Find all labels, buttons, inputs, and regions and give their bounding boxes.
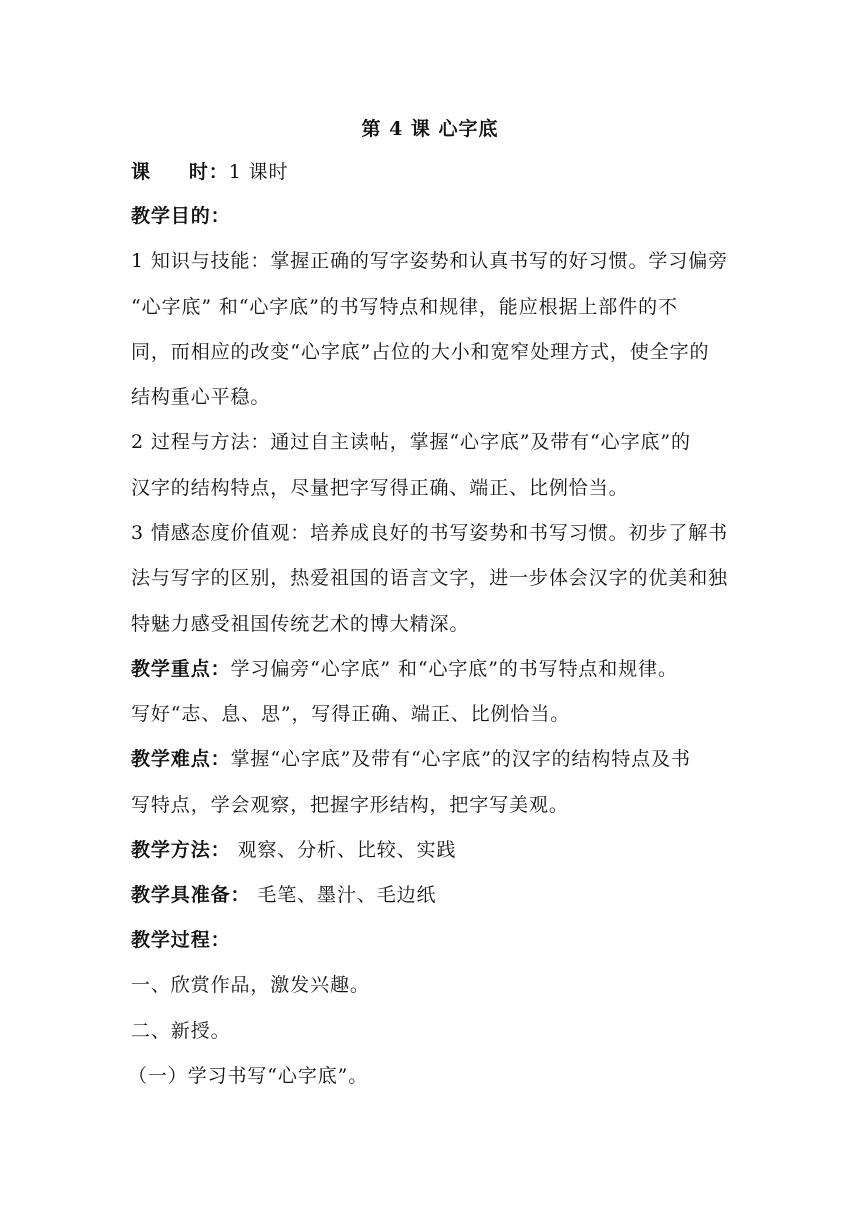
objective2-line: 2 过程与方法：通过自主读帖，掌握“心字底”及带有“心字底”的 (131, 431, 691, 453)
materials-label: 教学具准备： (131, 884, 251, 906)
key-points-line2: 写好“志、息、思”，写得正确、端正、比例恰当。 (131, 703, 571, 725)
process-step: 二、新授。 (131, 1020, 231, 1042)
materials-line (131, 880, 741, 910)
difficulties-line (131, 744, 741, 774)
class-period-label-part2: 时： (188, 161, 229, 183)
objective3-line: 特魅力感受祖国传统艺术的博大精深。 (131, 613, 470, 635)
methods-value: 观察、分析、比较、实践 (230, 839, 457, 861)
methods-label: 教学方法： (131, 839, 231, 861)
objective3-line: 3 情感态度价值观：培养成良好的书写姿势和书写习惯。初步了解书 (131, 522, 729, 544)
difficulties-label: 教学难点： (131, 748, 231, 770)
process-step: （一）学习书写“心字底”。 (128, 1065, 369, 1087)
objective1-line: 1 知识与技能：掌握正确的写字姿势和认真书写的好习惯。学习偏旁 (131, 250, 729, 272)
objective2-line: 汉字的结构特点，尽量把字写得正确、端正、比例恰当。 (131, 477, 629, 499)
difficulties-line2: 写特点，学会观察，把握字形结构，把字写美观。 (131, 794, 569, 816)
materials-value: 毛笔、墨汁、毛边纸 (250, 884, 437, 906)
objective3-line: 法与写字的区别，热爱祖国的语言文字，进一步体会汉字的优美和独 (131, 567, 729, 589)
objective1-line: 同，而相应的改变“心字底”占位的大小和宽窄处理方式，使全字的 (131, 341, 710, 363)
key-points-line (131, 654, 741, 684)
class-period-label-part1: 课 (131, 161, 151, 183)
lesson-title: 第 4 课 心字底 (361, 118, 499, 140)
objective1-line: “心字底” 和“心字底”的书写特点和规律，能应根据上部件的不 (131, 296, 678, 318)
key-points-label: 教学重点： (131, 658, 231, 680)
class-period-line (131, 157, 741, 187)
process-step: 一、欣赏作品，激发兴趣。 (131, 974, 370, 996)
key-points-text: 学习偏旁“心字底” 和“心字底”的书写特点和规律。 (230, 658, 678, 680)
methods-line (131, 835, 741, 865)
difficulties-text: 掌握“心字底”及带有“心字底”的汉字的结构特点及书 (230, 748, 691, 770)
process-heading: 教学过程： (131, 929, 231, 951)
objective1-line: 结构重心平稳。 (131, 386, 271, 408)
class-period-value: 1 课时 (228, 161, 289, 183)
objectives-heading: 教学目的： (131, 205, 231, 227)
